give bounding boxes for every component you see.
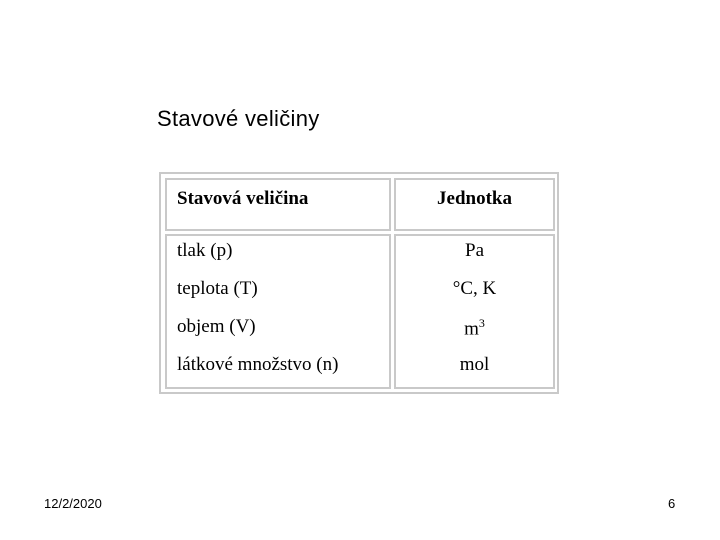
unit-text: m (464, 318, 479, 340)
quantity-cell: teplota (T) (177, 278, 258, 299)
header-unit: Jednotka (394, 178, 555, 231)
unit-cell: Pa (465, 240, 484, 261)
footer-date: 12/2/2020 (44, 496, 102, 511)
unit-column (394, 234, 555, 389)
state-quantities-table (159, 172, 559, 394)
quantity-cell: objem (V) (177, 316, 256, 337)
quantity-column (165, 234, 391, 389)
quantity-cell: látkové množstvo (n) (177, 354, 339, 375)
quantity-cell: tlak (p) (177, 240, 233, 261)
page-number: 6 (668, 496, 676, 511)
unit-cell: °C, K (452, 278, 497, 299)
unit-superscript: 3 (478, 316, 485, 330)
slide-title: Stavové veličiny (157, 106, 320, 131)
header-quantity: Stavová veličina (165, 178, 391, 231)
unit-cell: mol (459, 354, 490, 375)
unit-cell (396, 316, 553, 340)
